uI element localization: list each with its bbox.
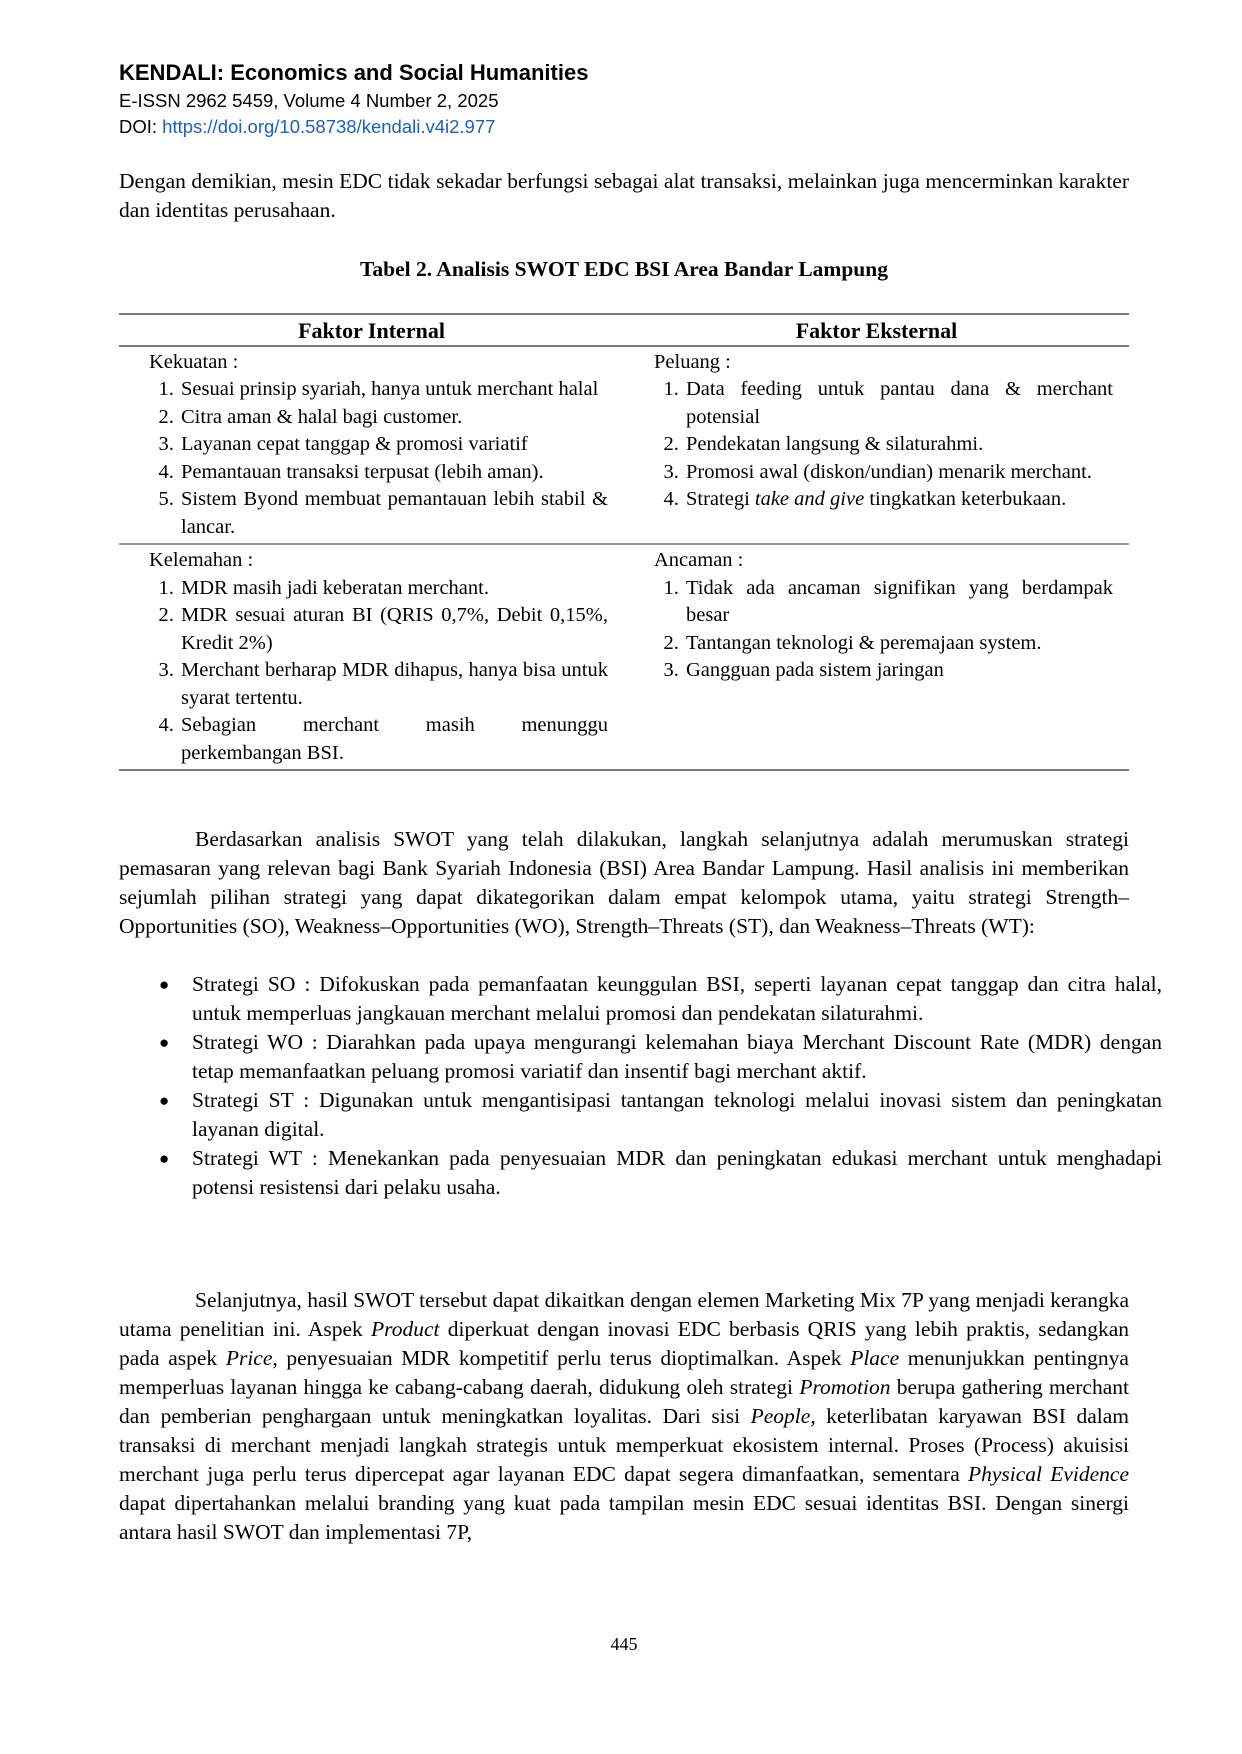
strategy-text: Strategi SO : Difokuskan pada pemanfaatan keunggulan BSI, seperti layanan cepat tanggap dan citra halal, untuk memperluas jangkauan merchant melalui promosi dan pendekatan silaturahmi. xyxy=(192,972,1162,1025)
strategy-item xyxy=(159,1028,1162,1086)
threats-cell xyxy=(624,544,1129,770)
threat-item: 3. Gangguan pada sistem jaringan xyxy=(684,657,1113,685)
strength-item: 2. Citra aman & halal bagi customer. xyxy=(179,404,608,432)
mix-text: dapat dipertahankan melalui branding yang kuat pada tampilan mesin EDC sesuai identitas BSI. Dengan sinergi antara hasil SWOT dan implementasi 7P, xyxy=(119,1491,1129,1544)
mix-term: Place xyxy=(850,1346,900,1370)
weaknesses-label: Kelemahan : xyxy=(149,549,254,571)
opportunities-list xyxy=(654,376,1113,514)
page-number: 445 xyxy=(610,1634,638,1654)
mix-term: Price xyxy=(225,1346,273,1370)
swot-paragraph: Berdasarkan analisis SWOT yang telah dilakukan, langkah selanjutnya adalah merumuskan strategi pemasaran yang relevan bagi Bank Syariah Indonesia (BSI) Area Bandar Lampung. Hasil analisis ini memberikan sejumlah pilihan strategi yang dapat dikategorikan dalam empat kelompok utama, yaitu strategi Strength–Opportunities (SO), Weakness–Opportunities (WO), Strength–Threats (ST), dan Weakness–Threats (WT): xyxy=(119,827,1129,938)
strategy-text: Strategi WT : Menekankan pada penyesuaian MDR dan peningkatan edukasi merchant untuk menghadapi potensi resistensi dari pelaku usaha. xyxy=(192,1146,1162,1199)
mix-text: Selanjutnya, hasil SWOT tersebut dapat dikaitkan dengan elemen Marketing Mix 7P yang menjadi kerangka utama penelitian ini. Aspek xyxy=(119,1288,1129,1341)
weakness-item: 2. MDR sesuai aturan BI (QRIS 0,7%, Debit 0,15%, Kredit 2%) xyxy=(179,602,608,657)
threats-list xyxy=(654,575,1113,685)
mix-text: , penyesuaian MDR kompetitif perlu terus dioptimalkan. Aspek xyxy=(272,1346,851,1370)
mix-term: Physical Evidence xyxy=(967,1462,1129,1486)
opportunity-item-text: tingkatkan keterbukaan. xyxy=(864,488,1067,510)
opportunities-cell xyxy=(624,346,1129,545)
opportunity-item: 3. Promosi awal (diskon/undian) menarik merchant. xyxy=(684,459,1113,487)
col-header-external: Faktor Eksternal xyxy=(624,314,1129,346)
bullet-icon: ● xyxy=(159,1149,170,1168)
col-header-internal: Faktor Internal xyxy=(119,314,624,346)
opportunity-item-italic: take and give xyxy=(754,488,865,510)
mix-term: Promotion xyxy=(799,1375,891,1399)
strategy-list xyxy=(159,970,1162,1202)
mix-term: Product xyxy=(371,1317,440,1341)
strength-item: 5. Sistem Byond membuat pemantauan lebih stabil & lancar. xyxy=(179,486,608,541)
journal-title: KENDALI: Economics and Social Humanities xyxy=(119,60,589,85)
strategy-text: Strategi ST : Digunakan untuk mengantisipasi tantangan teknologi melalui inovasi sistem dan peningkatan layanan digital. xyxy=(192,1088,1162,1141)
opportunity-item: 2. Pendekatan langsung & silaturahmi. xyxy=(684,431,1113,459)
strengths-cell xyxy=(119,346,624,545)
doi-link[interactable]: https://doi.org/10.58738/kendali.v4i2.977 xyxy=(162,116,496,137)
mix-text: berupa gathering merchant dan pemberian penghargaan untuk meningkatkan loyalitas. Dari sisi xyxy=(119,1375,1129,1428)
weakness-item: 4. Sebagian merchant masih menunggu perkembangan BSI. xyxy=(179,712,608,767)
doi-label: DOI: xyxy=(119,116,158,137)
mix-text: diperkuat dengan inovasi EDC berbasis QRIS yang lebih praktis, sedangkan pada aspek xyxy=(119,1317,1129,1370)
threats-label: Ancaman : xyxy=(654,549,744,571)
strategy-item xyxy=(159,1144,1162,1202)
strengths-label: Kekuatan : xyxy=(149,350,239,373)
doi-line xyxy=(119,116,495,138)
weakness-item: 3. Merchant berharap MDR dihapus, hanya bisa untuk syarat tertentu. xyxy=(179,657,608,712)
weakness-item: 1. MDR masih jadi keberatan merchant. xyxy=(179,575,608,603)
mix-text: menunjukkan pentingnya memperluas layanan hingga ke cabang-cabang daerah, didukung oleh strategi xyxy=(119,1346,1129,1399)
strategy-item xyxy=(159,1086,1162,1144)
opportunity-item xyxy=(684,486,1113,514)
bullet-icon: ● xyxy=(159,1091,170,1110)
strength-item: 1. Sesuai prinsip syariah, hanya untuk merchant halal xyxy=(179,376,608,404)
strengths-list xyxy=(149,376,608,541)
table-caption: Tabel 2. Analisis SWOT EDC BSI Area Bandar Lampung xyxy=(360,257,888,281)
threat-item: 2. Tantangan teknologi & peremajaan system. xyxy=(684,630,1113,658)
swot-table xyxy=(119,313,1129,771)
strength-item: 4. Pemantauan transaksi terpusat (lebih aman). xyxy=(179,459,608,487)
weaknesses-cell xyxy=(119,544,624,770)
strategy-text: Strategi WO : Diarahkan pada upaya mengurangi kelemahan biaya Merchant Discount Rate (MDR) dengan tetap memanfaatkan peluang promosi variatif dan insentif bagi merchant aktif. xyxy=(192,1030,1162,1083)
bullet-icon: ● xyxy=(159,975,170,994)
opportunities-label: Peluang : xyxy=(654,350,731,373)
bullet-icon: ● xyxy=(159,1033,170,1052)
marketing-mix-paragraph xyxy=(119,1286,1129,1547)
mix-text: , keterlibatan karyawan BSI dalam transaksi di merchant menjadi langkah strategis untuk memperkuat ekosistem internal. Proses (Process) akuisisi merchant juga perlu terus dipercepat agar layanan EDC dapat segera dimanfaatkan, sementara xyxy=(119,1404,1129,1486)
issn-line: E-ISSN 2962 5459, Volume 4 Number 2, 2025 xyxy=(119,90,499,111)
strategy-item xyxy=(159,970,1162,1028)
strength-item: 3. Layanan cepat tanggap & promosi variatif xyxy=(179,431,608,459)
intro-paragraph: Dengan demikian, mesin EDC tidak sekadar berfungsi sebagai alat transaksi, melainkan juga mencerminkan karakter dan identitas perusahaan. xyxy=(119,169,1129,222)
threat-item: 1. Tidak ada ancaman signifikan yang berdampak besar xyxy=(684,575,1113,630)
weaknesses-list xyxy=(149,575,608,768)
opportunity-item: 1. Data feeding untuk pantau dana & merchant potensial xyxy=(684,376,1113,431)
mix-term: People xyxy=(750,1404,811,1428)
opportunity-item-text: Strategi xyxy=(686,488,755,510)
